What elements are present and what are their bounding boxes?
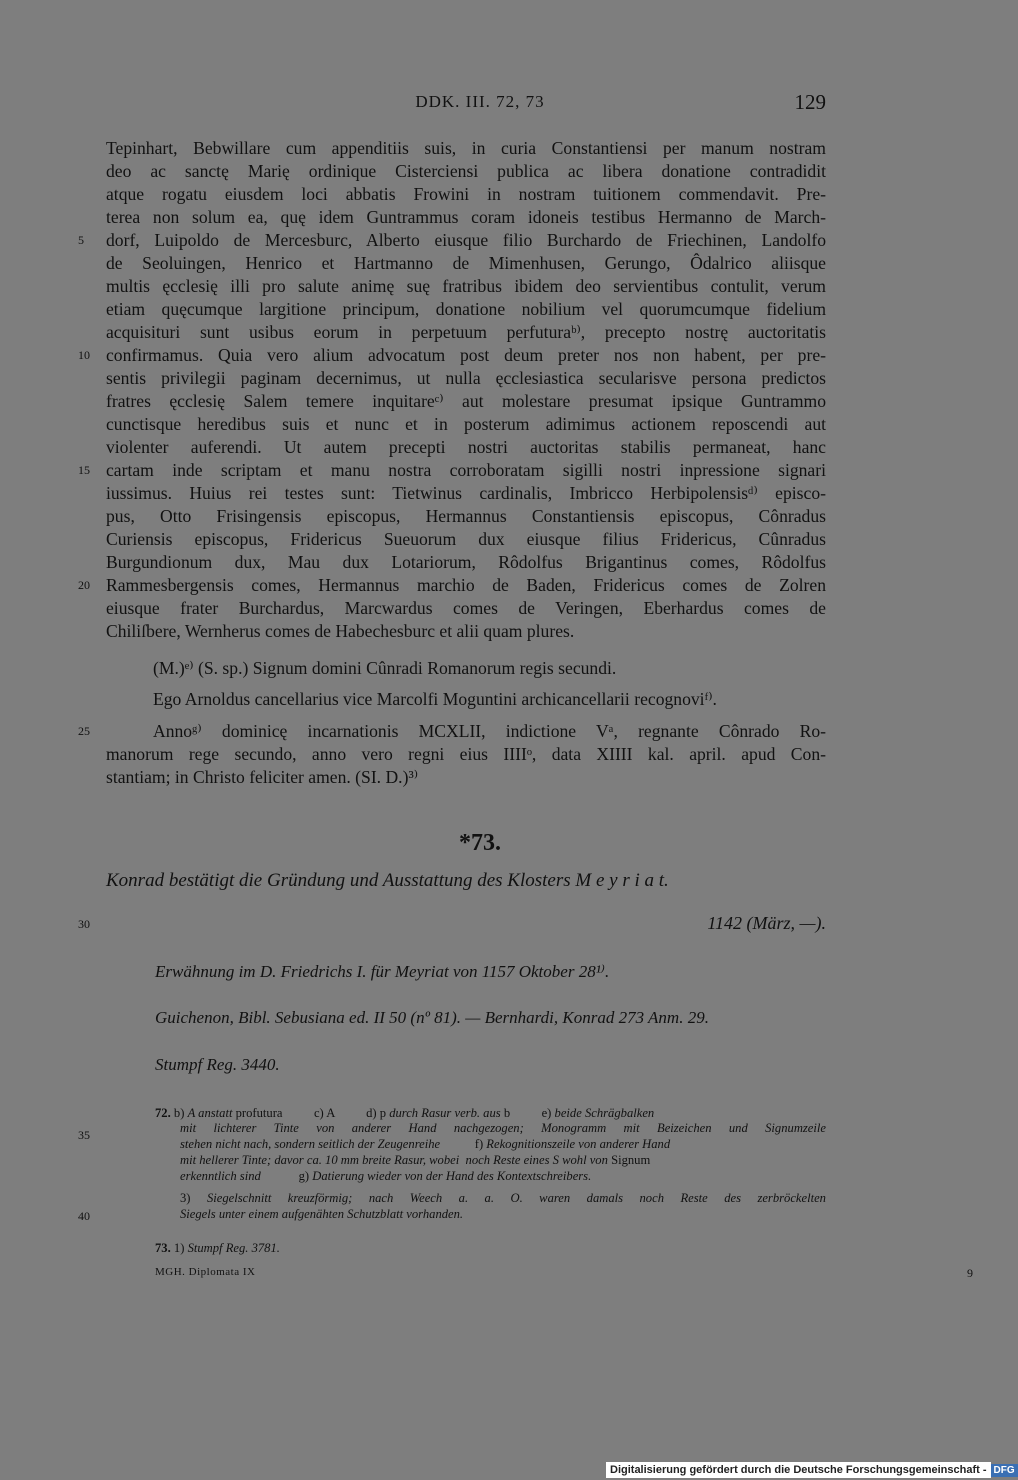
footnote-marker: e) bbox=[541, 1106, 552, 1120]
signum-line: (M.)ᵉ⁾ (S. sp.) Signum domini Cûnradi Romanorum regis secundi. bbox=[153, 658, 617, 678]
footnote-line: Siegels unter einem aufgenähten Schutzblatt vorhanden. bbox=[180, 1207, 464, 1221]
text-line: Chiliſbere, Wernherus comes de Habechesburc et alii quam plures. bbox=[106, 621, 575, 641]
footnote-marker: 1) bbox=[173, 1241, 185, 1255]
document-number: *73. bbox=[459, 830, 501, 856]
footnote-text: A anstatt bbox=[187, 1106, 233, 1120]
footnote-text: Datierung wieder von der Hand des Kontextschreibers. bbox=[312, 1169, 592, 1183]
dating-line: manorum rege secundo, anno vero regni eius IIIIᵒ, data XIIII kal. april. apud Con- bbox=[106, 744, 826, 764]
text-line: violenter auferendi. Ut autem precepti nostri auctoritas stabilis permaneat, hanc bbox=[106, 437, 826, 457]
footnote-line bbox=[180, 1169, 826, 1184]
footnote-text: durch Rasur verb. aus bbox=[389, 1106, 501, 1120]
footnote-marker: g) bbox=[298, 1169, 310, 1183]
transmission-note: Erwähnung im D. Friedrichs I. für Meyriat von 1157 Oktober 28¹⁾. bbox=[155, 962, 610, 981]
recognition-line: Ego Arnoldus cancellarius vice Marcolfi Moguntini archicancellarii recognoviᶠ⁾. bbox=[153, 689, 717, 709]
line-number: 30 bbox=[78, 917, 90, 931]
text-line: etiam quęcumque largitione principum, donatione nobilium vel quorumcumque fidelium bbox=[106, 299, 826, 319]
footnote-marker: d) p bbox=[366, 1106, 387, 1120]
text-line: multis ęcclesię illi pro salute animę suę fratribus ibidem deo servientibus contulit, verum bbox=[106, 276, 826, 296]
footnote-line bbox=[155, 1241, 827, 1256]
footnote-marker: 3) bbox=[180, 1191, 191, 1205]
text-line: fratres ęcclesię Salem temere inquitareᶜ⁾ aut molestare presumat ipsique Guntrammo bbox=[106, 391, 826, 411]
line-number: 35 bbox=[78, 1128, 90, 1142]
footnote-label: 72. bbox=[155, 1106, 171, 1120]
text-line: Curiensis episcopus, Fridericus Sueuorum dux eiusque filius Fridericus, Cûnradus bbox=[106, 529, 826, 549]
footnote-line bbox=[180, 1153, 826, 1168]
footnote-text: wohl von bbox=[562, 1153, 608, 1167]
dating-line: stantiam; in Christo feliciter amen. (SI. D.)³⁾ bbox=[106, 767, 419, 787]
line-number: 40 bbox=[78, 1209, 90, 1223]
line-number: 5 bbox=[78, 233, 84, 247]
footnote-line bbox=[180, 1191, 826, 1206]
text-line: acquisituri sunt usibus eorum in perpetuum perfuturaᵇ⁾, precepto nostrę auctoritatis bbox=[106, 322, 826, 342]
text-line: cunctisque heredibus suis et nunc et in posterum adimimus actionem reposcendi aut bbox=[106, 414, 826, 434]
text-line: iussimus. Huius rei testes sunt: Tietwinus cardinalis, Imbricco Herbipolensisᵈ⁾ episco- bbox=[106, 483, 826, 503]
dfg-logo-icon: DFG bbox=[991, 1464, 1018, 1477]
footnote-marker: b) bbox=[173, 1106, 185, 1120]
text-line: dorf, Luipoldo de Mercesburc, Alberto eiusque filio Burchardo de Friechinen, Landolfo bbox=[106, 230, 826, 250]
line-number: 25 bbox=[78, 724, 90, 738]
text-line: sentis privilegii paginam decernimus, ut nulla ęcclesiastica secularisve persona predictos bbox=[106, 368, 826, 388]
text-line: Burgundionum dux, Mau dux Lotariorum, Rôdolfus Brigantinus comes, Rôdolfus bbox=[106, 552, 826, 572]
register-note: Stumpf Reg. 3440. bbox=[155, 1055, 280, 1074]
line-number: 20 bbox=[78, 578, 90, 592]
footnote-text: mit hellerer Tinte; davor ca. 10 mm breite Rasur, wobei bbox=[180, 1153, 460, 1167]
dfg-banner bbox=[606, 1462, 1015, 1478]
footnote-word: Signum bbox=[611, 1153, 651, 1167]
footnote-text: Rekognitionszeile von anderer Hand bbox=[486, 1137, 671, 1151]
document-date: 1142 (März, —). bbox=[707, 913, 826, 933]
text-line: cartam inde scriptam et manu nostra corroboratam sigilli nostri inpressione signari bbox=[106, 460, 826, 480]
dfg-banner-text: Digitalisierung gefördert durch die Deutsche Forschungsgemeinschaft - bbox=[610, 1464, 987, 1476]
footnote-label: 73. bbox=[155, 1241, 171, 1255]
text-line: Rammesbergensis comes, Hermannus marchio de Baden, Fridericus comes de Zolren bbox=[106, 575, 826, 595]
text-line: de Seoluingen, Henrico et Hartmanno de Mimenhusen, Gerungo, Ôdalrico aliisque bbox=[106, 253, 826, 273]
signature-mark: 9 bbox=[967, 1266, 973, 1280]
page-number: 129 bbox=[794, 90, 826, 114]
footnote-text: stehen nicht nach, sondern seitlich der Zeugenreihe bbox=[180, 1137, 441, 1151]
footnote-word: b bbox=[503, 1106, 511, 1120]
line-number: 10 bbox=[78, 348, 90, 362]
text-line: eiusque frater Burchardus, Marcwardus comes de Veringen, Eberhardus comes de bbox=[106, 598, 826, 618]
footnote-text: beide Schrägbalken bbox=[554, 1106, 655, 1120]
running-header: DDK. III. 72, 73 bbox=[415, 92, 545, 111]
document-regest: Konrad bestätigt die Gründung und Ausstattung des Klosters M e y r i a t. bbox=[106, 870, 669, 891]
text-line: terea non solum ea, quę idem Guntrammus coram idoneis testibus Hermanno de March- bbox=[106, 207, 826, 227]
text-line: pus, Otto Frisingensis episcopus, Hermannus Constantiensis episcopus, Cônradus bbox=[106, 506, 826, 526]
line-number: 15 bbox=[78, 463, 90, 477]
footnote-text: erkenntlich sind bbox=[180, 1169, 261, 1183]
footnote-marker: c) A bbox=[313, 1106, 335, 1120]
text-line: confirmamus. Quia vero alium advocatum post deum preter nos non habent, per pre- bbox=[106, 345, 826, 365]
footnote-word: profutura bbox=[235, 1106, 283, 1120]
series-footer: MGH. Diplomata IX bbox=[155, 1266, 256, 1278]
footnote-marker: f) bbox=[474, 1137, 484, 1151]
footnote-text: noch Reste eines S bbox=[465, 1153, 559, 1167]
footnote-text: Siegelschnitt kreuzförmig; nach Weech a. a. O. waren damals noch Reste des zerbröckelten bbox=[206, 1191, 826, 1205]
text-line: atque rogatu eiusdem loci abbatis Frowini in nostram tuitionem commendavit. Pre- bbox=[106, 184, 826, 204]
footnote-line bbox=[155, 1106, 827, 1121]
dating-line: Annoᵍ⁾ dominicę incarnationis MCXLII, indictione Vᵃ, regnante Cônrado Ro- bbox=[153, 721, 826, 741]
footnote-text: Stumpf Reg. 3781. bbox=[187, 1241, 280, 1255]
footnote-line: mit lichterer Tinte von anderer Hand nachgezogen; Monogramm mit Beizeichen und Signumzeile bbox=[180, 1121, 826, 1135]
text-line: Tepinhart, Bebwillare cum appenditiis suis, in curia Constantiensi per manum nostram bbox=[106, 138, 826, 158]
text-line: deo ac sanctę Marię ordinique Cisterciensi publica ac libera donatione contradidit bbox=[106, 161, 826, 181]
literature-note: Guichenon, Bibl. Sebusiana ed. II 50 (nº 81). — Bernhardi, Konrad 273 Anm. 29. bbox=[155, 1008, 709, 1027]
footnote-line bbox=[180, 1137, 826, 1152]
